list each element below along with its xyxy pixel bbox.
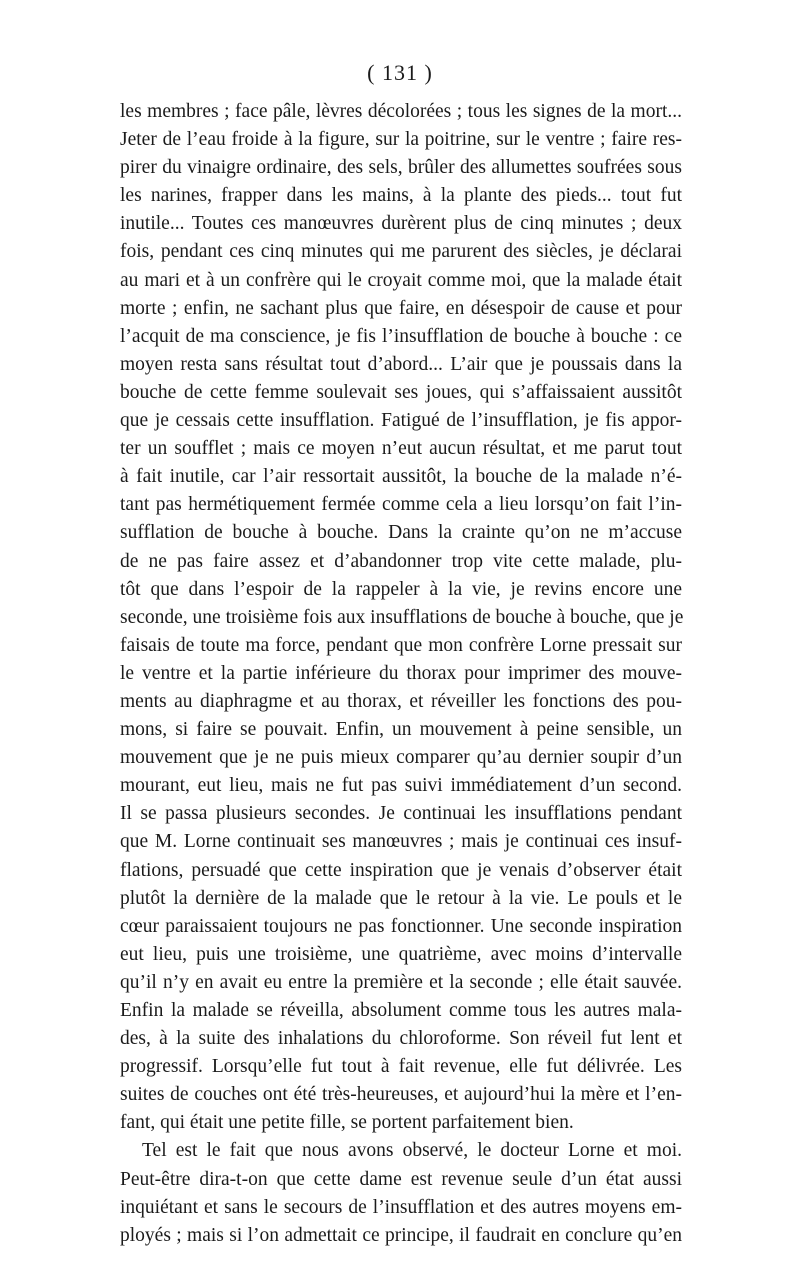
text-line: fant, qui était une petite fille, se portent parfaitement bien.	[120, 1112, 574, 1134]
text-line: les membres ; face pâle, lèvres décolorées ; tous les signes de la mort...	[120, 101, 682, 122]
text-line: Peut-être dira-t-on que cette dame est revenue seule d’un état aussi	[120, 1168, 682, 1190]
text-line: que je cessais cette insufflation. Fatigué de l’insufflation, je fis appor-	[120, 410, 682, 432]
text-line: inutile... Toutes ces manœuvres durèrent plus de cinq minutes ; deux	[120, 213, 682, 235]
text-line: de ne pas faire assez et d’abandonner trop vite cette malade, plu-	[120, 550, 682, 572]
text-line: mons, si faire se pouvait. Enfin, un mouvement à peine sensible, un	[120, 719, 682, 741]
text-line: Il se passa plusieurs secondes. Je continuai les insufflations pendant	[120, 803, 682, 825]
text-line: progressif. Lorsqu’elle fut tout à fait revenue, elle fut délivrée. Les	[120, 1056, 682, 1078]
text-line: Jeter de l’eau froide à la figure, sur la poitrine, sur le ventre ; faire res-	[120, 129, 682, 151]
text-line: des, à la suite des inhalations du chloroforme. Son réveil fut lent et	[120, 1028, 682, 1050]
text-line: ments au diaphragme et au thorax, et réveiller les fonctions des pou-	[120, 690, 682, 712]
text-line: ter un soufflet ; mais ce moyen n’eut aucun résultat, et me parut tout	[120, 438, 682, 460]
text-line: flations, persuadé que cette inspiration que je venais d’observer était	[120, 859, 682, 881]
text-line: seconde, une troisième fois aux insufflations de bouche à bouche, que je	[120, 606, 684, 628]
text-line: qu’il n’y en avait eu entre la première et la seconde ; elle était sauvée.	[120, 971, 682, 993]
text-line: au mari et à un confrère qui le croyait comme moi, que la malade était	[120, 269, 682, 291]
text-line: moyen resta sans résultat tout d’abord... L’air que je poussais dans la	[120, 353, 682, 375]
text-line: les narines, frapper dans les mains, à la plante des pieds... tout fut	[120, 185, 682, 207]
text-line: tant pas hermétiquement fermée comme cela a lieu lorsqu’on fait l’in-	[120, 494, 682, 516]
body-text	[120, 98, 682, 1250]
text-line: le ventre et la partie inférieure du thorax pour imprimer des mouve-	[120, 662, 682, 684]
text-line: l’acquit de ma conscience, je fis l’insufflation de bouche à bouche : ce	[120, 325, 682, 347]
text-line: Enfin la malade se réveilla, absolument comme tous les autres mala-	[120, 1000, 682, 1021]
text-line: fois, pendant ces cinq minutes qui me parurent des siècles, je déclarai	[120, 241, 682, 263]
text-line: mourant, eut lieu, mais ne fut pas suivi immédiatement d’un second.	[120, 775, 682, 797]
text-line: suites de couches ont été très-heureuses, et aujourd’hui la mère et l’en-	[120, 1084, 682, 1106]
text-line: cœur paraissaient toujours ne pas fonctionner. Une seconde inspiration	[120, 915, 682, 937]
text-line: tôt que dans l’espoir de la rappeler à la vie, je revins encore une	[120, 578, 682, 600]
text-line: bouche de cette femme soulevait ses joues, qui s’affaissaient aussitôt	[120, 381, 682, 403]
text-line: inquiétant et sans le secours de l’insufflation et des autres moyens em-	[120, 1196, 682, 1218]
text-line: que M. Lorne continuait ses manœuvres ; mais je continuai ces insuf-	[120, 831, 682, 853]
page-number: ( 131 )	[367, 60, 433, 85]
text-line: Tel est le fait que nous avons observé, le docteur Lorne et moi.	[142, 1140, 682, 1162]
text-line: ployés ; mais si l’on admettait ce principe, il faudrait en conclure qu’en	[120, 1224, 682, 1246]
text-line: mouvement que je ne puis mieux comparer qu’au dernier soupir d’un	[120, 747, 682, 769]
text-line: eut lieu, puis une troisième, une quatrième, avec moins d’intervalle	[120, 943, 682, 965]
text-line: faisais de toute ma force, pendant que mon confrère Lorne pressait sur	[120, 634, 682, 656]
text-line: plutôt la dernière de la malade que le retour à la vie. Le pouls et le	[120, 887, 682, 909]
text-line: à fait inutile, car l’air ressortait aussitôt, la bouche de la malade n’é-	[120, 466, 682, 488]
text-line: morte ; enfin, ne sachant plus que faire, en désespoir de cause et pour	[120, 297, 682, 319]
text-line: sufflation de bouche à bouche. Dans la crainte qu’on ne m’accuse	[120, 522, 682, 544]
text-line: pirer du vinaigre ordinaire, des sels, brûler des allumettes soufrées sous	[120, 157, 682, 179]
